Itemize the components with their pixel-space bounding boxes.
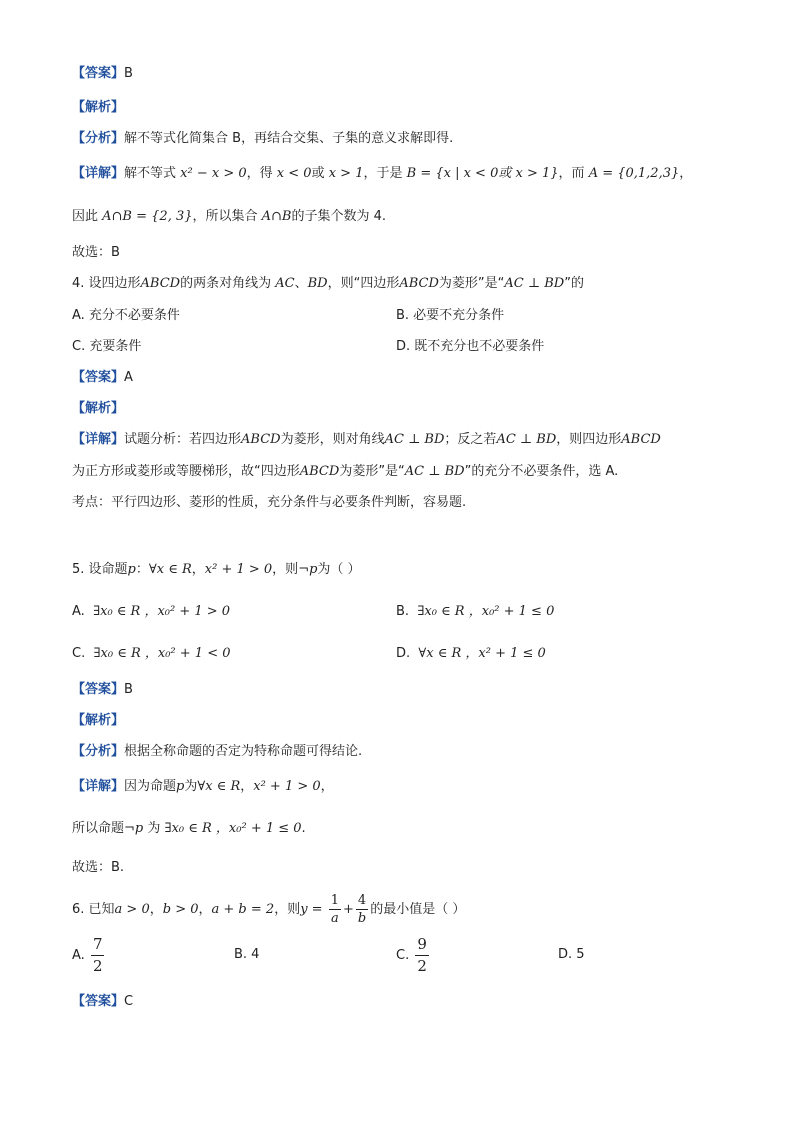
q5-option-a: A. ∃x₀ ∈ R ，x₀² + 1 > 0 (72, 604, 231, 619)
q5-fenxi: 【分析】根据全称命题的否定为特称命题可得结论. (72, 744, 363, 759)
q5-stem: 5. 设命题p：∀x ∈ R，x² + 1 > 0，则¬p为（ ） (72, 562, 361, 577)
answer-tag: 【答案】 (72, 66, 125, 81)
fraction-9-over-2: $\frac{9}{2}$ (417, 935, 427, 975)
q5-option-d: D. ∀x ∈ R ，x² + 1 ≤ 0 (396, 646, 546, 661)
q5-analysis-tag: 【解析】 (72, 713, 125, 728)
q4-option-c: C. 充要条件 (72, 339, 142, 354)
q6-option-b: B. 4 (234, 947, 260, 962)
q4-option-b: B. 必要不充分条件 (396, 308, 505, 323)
q6-stem: 6. 已知a > 0，b > 0，a + b = 2，则y = $\frac{1}{a}$ + $\frac{4}{b}$ 的最小值是（ ） (72, 893, 466, 926)
q4-detail-line1: 【详解】试题分析：若四边形ABCD为菱形，则对角线AC ⊥ BD；反之若AC ⊥ BD，则四边形ABCD (72, 432, 661, 447)
q3-detail-line2: 因此 A∩B = {2, 3}，所以集合 A∩B的子集个数为 4. (72, 209, 387, 224)
fraction-4-over-b: $\frac{4}{b}$ (357, 893, 367, 926)
q5-option-c: C. ∃x₀ ∈ R ，x₀² + 1 < 0 (72, 646, 231, 661)
q6-option-c: C. $\frac{9}{2}$ (396, 935, 427, 975)
q4-note: 考点：平行四边形、菱形的性质，充分条件与必要条件判断，容易题. (72, 495, 467, 510)
q5-choose: 故选：B. (72, 860, 125, 875)
q4-analysis-tag: 【解析】 (72, 401, 125, 416)
q5-answer: 【答案】B (72, 682, 133, 697)
fraction-1-over-a: $\frac{1}{a}$ (330, 893, 339, 926)
q6-option-d: D. 5 (558, 947, 585, 962)
q4-answer: 【答案】A (72, 370, 133, 385)
q3-detail-line1: 【详解】解不等式 x² − x > 0，得 x < 0或 x > 1，于是 B = {x | x < 0或 x > 1}，而 A = {0,1,2,3}， (72, 166, 693, 181)
q4-option-d: D. 既不充分也不必要条件 (396, 339, 545, 354)
fraction-7-over-2: $\frac{7}{2}$ (92, 935, 103, 975)
q5-detail-line1: 【详解】因为命题p为∀x ∈ R，x² + 1 > 0， (72, 779, 334, 794)
q3-analysis-tag: 【解析】 (72, 100, 125, 115)
q4-stem: 4. 设四边形ABCD的两条对角线为 AC、BD，则“四边形ABCD为菱形”是“AC ⊥ BD”的 (72, 276, 584, 291)
q5-detail-line2: 所以命题¬p 为 ∃x₀ ∈ R ，x₀² + 1 ≤ 0. (72, 821, 306, 836)
q3-choose: 故选：B (72, 245, 120, 260)
q4-option-a: A. 充分不必要条件 (72, 308, 180, 323)
q6-option-a: A. $\frac{7}{2}$ (72, 935, 103, 975)
q3-fenxi: 【分析】解不等式化简集合 B，再结合交集、子集的意义求解即得. (72, 131, 454, 146)
q6-answer: 【答案】C (72, 994, 134, 1009)
q5-option-b: B. ∃x₀ ∈ R ，x₀² + 1 ≤ 0 (396, 604, 555, 619)
q3-answer: 【答案】B (72, 66, 133, 81)
q4-detail-line2: 为正方形或菱形或等腰梯形，故“四边形ABCD为菱形”是“AC ⊥ BD”的充分不必要条件，选 A. (72, 464, 619, 479)
